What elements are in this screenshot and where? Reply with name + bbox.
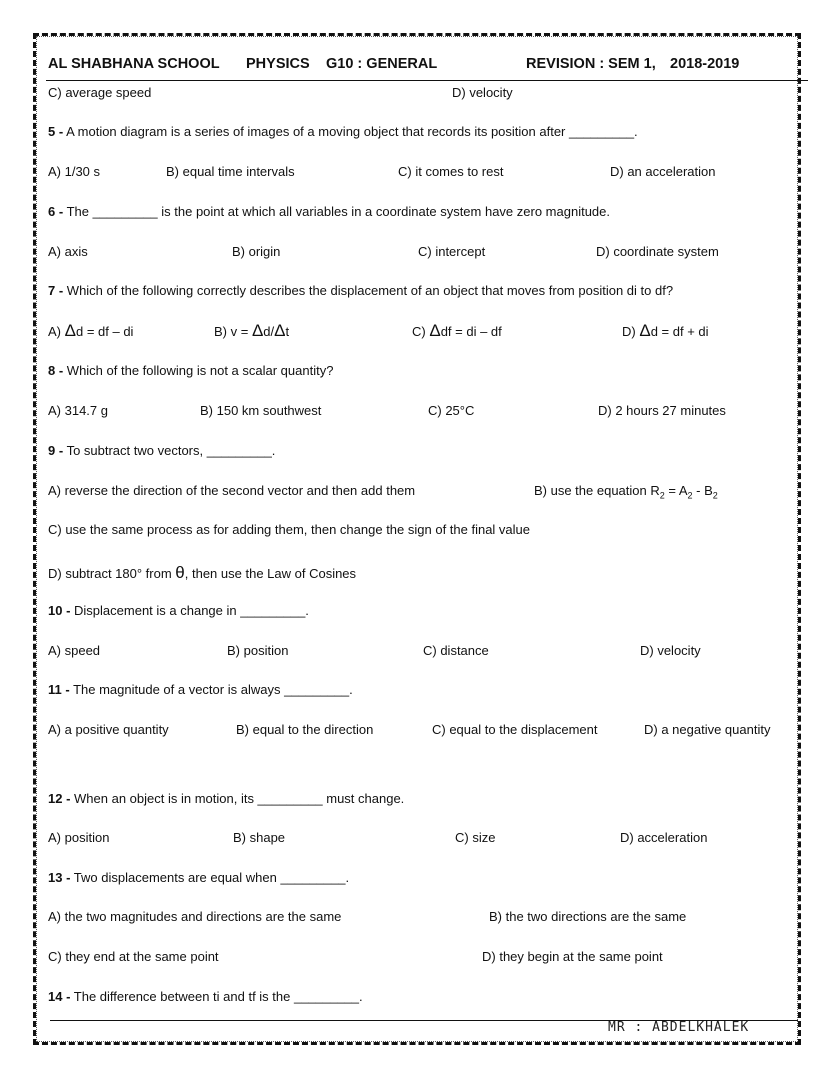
q4-option-d: D) velocity (452, 85, 513, 100)
delta-symbol: Δ (64, 321, 76, 340)
q13-option-b: B) the two directions are the same (489, 909, 687, 924)
q9-number: 9 - (48, 443, 64, 458)
q7-d-prefix: D) (622, 324, 640, 339)
question-6 (48, 204, 610, 219)
question-11 (48, 682, 353, 697)
q9-b-mid2: - B (692, 483, 713, 498)
subscript: 2 (712, 490, 718, 501)
q5-option-a: A) 1/30 s (48, 164, 101, 179)
q10-text: Displacement is a change in _________. (74, 603, 309, 618)
q14-text: The difference between ti and tf is the _________. (73, 989, 363, 1004)
subscript: 2 (687, 490, 693, 501)
question-12 (48, 791, 404, 806)
q7-a-prefix: A) (48, 324, 65, 339)
question-8 (48, 363, 333, 378)
q7-d-text: d = df + di (650, 324, 709, 339)
q9-b-text: B) use the equation R (534, 483, 660, 498)
q13-option-c: C) they end at the same point (48, 949, 219, 964)
q5-option-b: B) equal time intervals (166, 164, 295, 179)
q8-number: 8 - (48, 363, 64, 378)
q8-option-d: D) 2 hours 27 minutes (598, 403, 726, 418)
q7-option-a (48, 321, 133, 341)
q7-option-d (622, 321, 709, 341)
subject: PHYSICS (246, 56, 310, 72)
q6-number: 6 - (48, 204, 64, 219)
year: 2018-2019 (670, 56, 740, 72)
q9-d-text: , then use the Law of Cosines (184, 566, 357, 581)
q9-b-mid1: = A (664, 483, 688, 498)
page-border-inner (36, 36, 798, 1042)
q12-option-d: D) acceleration (620, 830, 708, 845)
q7-b-text: t (285, 324, 290, 339)
q9-option-b (534, 483, 718, 501)
q13-number: 13 - (48, 870, 71, 885)
q7-number: 7 - (48, 283, 64, 298)
q11-option-b: B) equal to the direction (236, 722, 374, 737)
q4-option-c: C) average speed (48, 85, 152, 100)
grade: G10 : GENERAL (326, 56, 438, 72)
q13-option-d: D) they begin at the same point (482, 949, 663, 964)
q7-option-c (412, 321, 502, 341)
delta-symbol: Δ (251, 321, 264, 340)
delta-symbol: Δ (274, 321, 286, 340)
q13-text: Two displacements are equal when _________. (73, 870, 350, 885)
q5-option-d: D) an acceleration (610, 164, 716, 179)
q10-option-a: A) speed (48, 643, 101, 658)
q11-text: The magnitude of a vector is always _________. (73, 682, 353, 697)
header-rule (46, 80, 808, 81)
question-5 (48, 124, 638, 139)
q12-option-c: C) size (455, 830, 496, 845)
q8-option-b: B) 150 km southwest (200, 403, 322, 418)
delta-symbol: Δ (429, 321, 441, 340)
q9-text: To subtract two vectors, _________. (66, 443, 276, 458)
q10-option-b: B) position (227, 643, 289, 658)
q10-option-c: C) distance (423, 643, 489, 658)
school-name: AL SHABHANA SCHOOL (48, 56, 220, 72)
q10-number: 10 - (48, 603, 71, 618)
q11-option-d: D) a negative quantity (644, 722, 771, 737)
revision: REVISION : SEM 1, (526, 56, 656, 72)
question-7 (48, 283, 673, 298)
q5-number: 5 - (48, 124, 64, 139)
q8-text: Which of the following is not a scalar quantity? (66, 363, 334, 378)
q5-option-c: C) it comes to rest (398, 164, 504, 179)
subscript: 2 (659, 490, 665, 501)
q6-text: The _________ is the point at which all variables in a coordinate system have zero magnitude. (66, 204, 610, 219)
q6-option-a: A) axis (48, 244, 88, 259)
q14-number: 14 - (48, 989, 71, 1004)
q12-option-b: B) shape (233, 830, 286, 845)
q11-number: 11 - (48, 682, 70, 697)
q7-a-text: d = df – di (75, 324, 134, 339)
teacher-signature: MR : ABDELKHALEK (608, 1020, 750, 1035)
q6-option-b: B) origin (232, 244, 281, 259)
q12-text: When an object is in motion, its _________ must change. (74, 791, 405, 806)
q13-option-a: A) the two magnitudes and directions are the same (48, 909, 342, 924)
q9-option-a: A) reverse the direction of the second vector and then add them (48, 483, 416, 498)
q7-c-prefix: C) (412, 324, 430, 339)
question-9 (48, 443, 275, 458)
q6-option-d: D) coordinate system (596, 244, 719, 259)
q9-option-d (48, 563, 356, 583)
q12-option-a: A) position (48, 830, 110, 845)
q9-d-prefix: D) subtract 180° from (48, 566, 176, 581)
question-10 (48, 603, 309, 618)
q7-b-mid: d/ (263, 324, 275, 339)
q7-b-prefix: B) v = (214, 324, 252, 339)
q7-option-b (214, 321, 289, 341)
header (48, 56, 808, 76)
q12-number: 12 - (48, 791, 71, 806)
q7-text: Which of the following correctly describes the displacement of an object that moves from position di to df? (66, 283, 674, 298)
delta-symbol: Δ (639, 321, 651, 340)
q11-option-a: A) a positive quantity (48, 722, 169, 737)
q7-c-text: df = di – df (440, 324, 502, 339)
q11-option-c: C) equal to the displacement (432, 722, 598, 737)
theta-symbol: θ (175, 563, 185, 582)
q5-text: A motion diagram is a series of images of a moving object that records its position after _________. (66, 124, 638, 139)
q10-option-d: D) velocity (640, 643, 701, 658)
q9-option-c: C) use the same process as for adding them, then change the sign of the final value (48, 522, 531, 537)
question-13 (48, 870, 349, 885)
q8-option-a: A) 314.7 g (48, 403, 108, 418)
q8-option-c: C) 25°C (428, 403, 475, 418)
question-14 (48, 989, 363, 1004)
q6-option-c: C) intercept (418, 244, 486, 259)
